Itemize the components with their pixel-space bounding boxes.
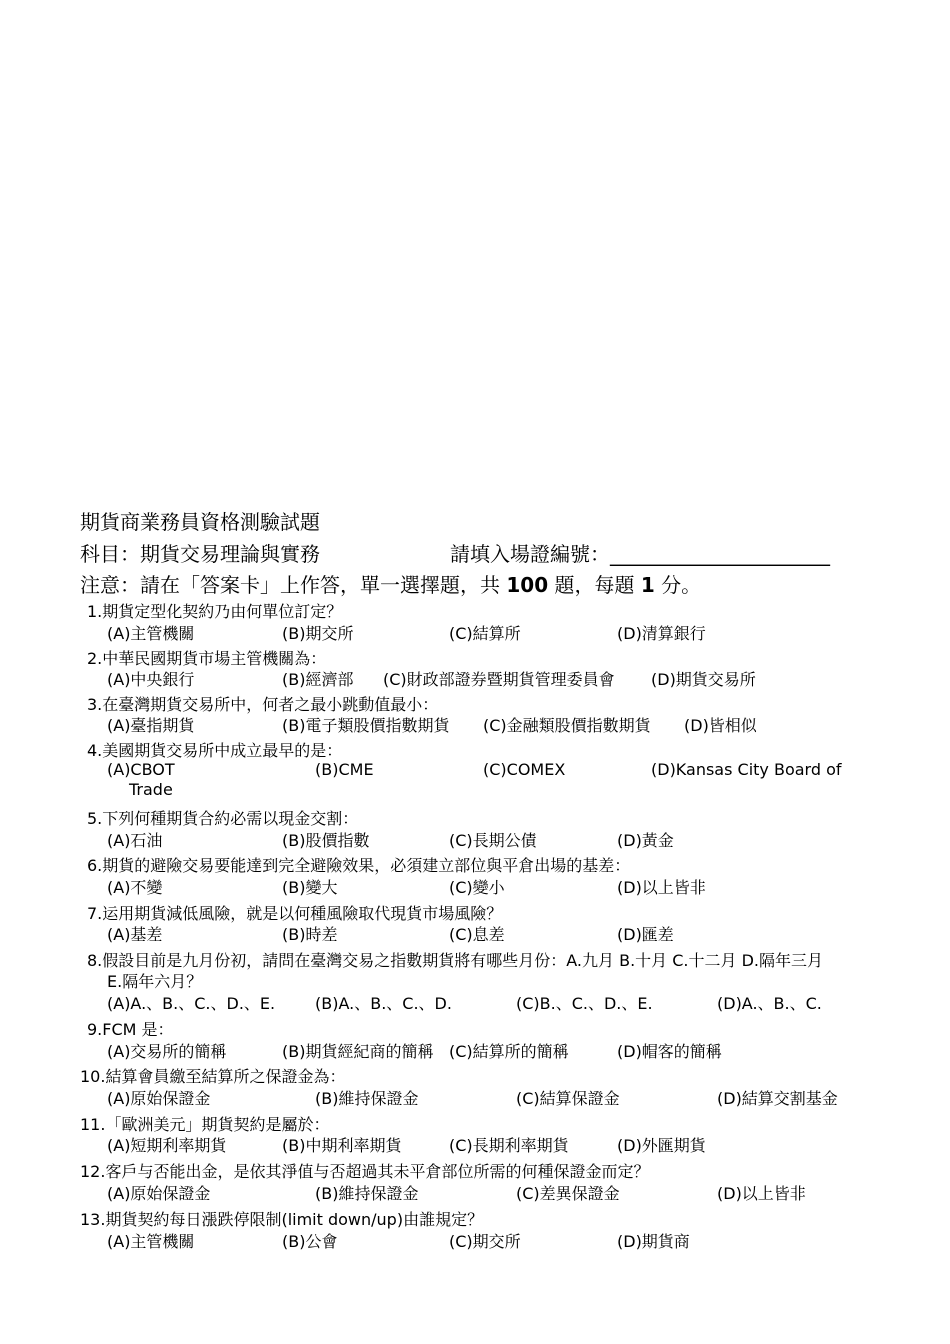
admission-blank: ______________________ [610,542,830,566]
question-stem: 13.期貨契約每日漲跌停限制(limit down/up)由誰規定？ [80,1210,484,1229]
option: (A)不變 [107,878,163,897]
option: (B)股價指數 [282,831,370,850]
option: (D)帽客的簡稱 [617,1042,722,1061]
question-stem: 8.假設目前是九月份初，請問在臺灣交易之指數期貨將有哪些月份：A.九月 B.十月 C.十二月 D.隔年三月 [87,951,824,970]
question-stem: 12.客戶与否能出金，是依其淨值与否超過其未平倉部位所需的何種保證金而定？ [80,1162,650,1181]
option: (C)變小 [449,878,505,897]
total-questions: 100 [506,573,549,597]
option: (A)原始保證金 [107,1184,211,1203]
option: (D)Kansas City Board of [651,760,842,779]
option: (B)期交所 [282,624,354,643]
option: (B)電子類股價指數期貨 [282,716,450,735]
option: (C)B.、C.、D.、E. [516,994,653,1013]
question-stem: 7.运用期貨減低風險，就是以何種風險取代現貨市場風險？ [87,904,503,923]
option: (B)CME [315,760,374,779]
option: (C)金融類股價指數期貨 [483,716,651,735]
option: (B)維持保證金 [315,1089,419,1108]
question-stem: 1.期貨定型化契約乃由何單位訂定？ [87,602,343,621]
option: (B)變大 [282,878,338,897]
option: (B)經濟部 [282,670,354,689]
option: (C)結算所的簡稱 [449,1042,569,1061]
option: (A)中央銀行 [107,670,195,689]
points-each: 1 [640,573,655,597]
option: (A)原始保證金 [107,1089,211,1108]
question-stem: 11.「歐洲美元」期貨契約是屬於： [80,1115,330,1134]
option: (A)短期利率期貨 [107,1136,227,1155]
option: (C)結算所 [449,624,521,643]
option: (A)主管機關 [107,1232,195,1251]
question-stem: 3.在臺灣期貨交易所中，何者之最小跳動值最小： [87,695,439,714]
option: (B)時差 [282,925,338,944]
option: (D)清算銀行 [617,624,706,643]
option: (C)COMEX [483,760,566,779]
option: (C)財政部證券暨期貨管理委員會 [383,670,615,689]
option: (A)臺指期貨 [107,716,195,735]
question-stem: 4.美國期貨交易所中成立最早的是： [87,741,343,760]
option: (B)公會 [282,1232,338,1251]
question-stem: 10.結算會員繳至結算所之保證金為： [80,1067,346,1086]
option: (C)期交所 [449,1232,521,1251]
question-stem: 2.中華民國期貨市場主管機關為： [87,649,327,668]
option: (D)外匯期貨 [617,1136,706,1155]
option: (B)維持保證金 [315,1184,419,1203]
option: (A)交易所的簡稱 [107,1042,227,1061]
option: (D)以上皆非 [617,878,706,897]
option: (A)基差 [107,925,163,944]
subject-line: 科目：期貨交易理論與實務 [80,542,320,566]
option: (D)期貨商 [617,1232,690,1251]
option: (C)長期公債 [449,831,537,850]
option: (C)長期利率期貨 [449,1136,569,1155]
option: (C)息差 [449,925,505,944]
option-continuation: Trade [129,780,173,799]
admission-number-field[interactable] [450,538,830,567]
admission-label: 請填入場證編號： [450,542,610,566]
exam-title: 期貨商業務員資格測驗試題 [80,510,320,534]
option: (B)中期利率期貨 [282,1136,402,1155]
question-stem: 6.期貨的避險交易要能達到完全避險效果，必須建立部位與平倉出場的基差： [87,856,631,875]
question-stem: 9.FCM 是： [87,1020,174,1039]
option: (A)石油 [107,831,163,850]
option: (D)黃金 [617,831,674,850]
option: (D)結算交割基金 [717,1089,838,1108]
option: (B)期貨經紀商的簡稱 [282,1042,434,1061]
option: (D)期貨交易所 [651,670,756,689]
option: (D)匯差 [617,925,674,944]
question-stem-continuation: E.隔年六月？ [107,972,203,991]
option: (A)CBOT [107,760,175,779]
option: (D)A.、B.、C. [717,994,822,1013]
option: (A)主管機關 [107,624,195,643]
notice-line: 注意：請在「答案卡」上作答，單一選擇題，共 100 題，每題 1 分。 [80,573,702,597]
option: (C)差異保證金 [516,1184,620,1203]
option: (C)結算保證金 [516,1089,620,1108]
option: (A)A.、B.、C.、D.、E. [107,994,276,1013]
option: (D)以上皆非 [717,1184,806,1203]
question-stem: 5.下列何種期貨合約必需以現金交割： [87,809,359,828]
option: (B)A.、B.、C.、D. [315,994,452,1013]
option: (D)皆相似 [684,716,757,735]
